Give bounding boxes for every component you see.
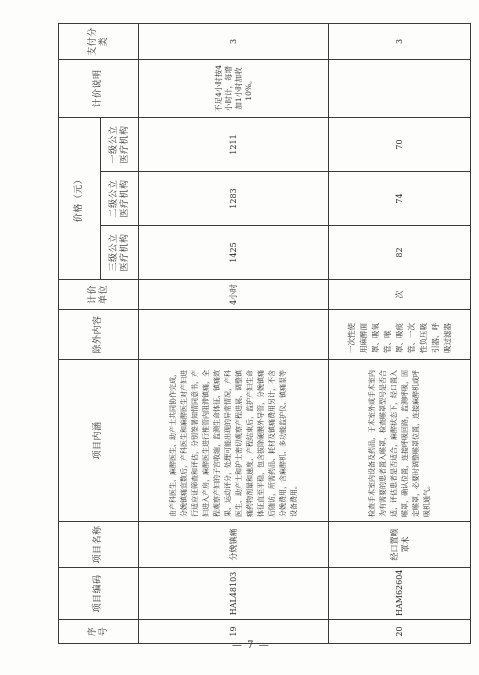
cell-price-tier1: 70 xyxy=(329,118,471,172)
header-price-tier3: 三级公立医疗机构 xyxy=(101,226,139,280)
cell-payment: 3 xyxy=(329,24,471,60)
cell-content: 检查手术室内设备及药品，于术室外或手术室内为有需要的患者置入喉罩，检查喉罩型号是否合适，评估患者是否适合，麻醉状态下，经口置入喉罩，确认位置，连接呼吸回路，监测呼吸，固定喉罩，必要时调整喉罩位置，连接麻醉机或呼吸机通气。 xyxy=(329,360,471,522)
cell-price-tier3: 1425 xyxy=(139,226,329,280)
header-note: 计价说明 xyxy=(59,60,139,118)
header-price-tier1: 一级公立医疗机构 xyxy=(101,118,139,172)
cell-unit: 次 xyxy=(329,280,471,310)
pricing-table xyxy=(58,23,471,644)
header-price-tier2: 二级公立医疗机构 xyxy=(101,172,139,226)
cell-name: 经口置喉罩术 xyxy=(329,522,471,568)
cell-seq: 19 xyxy=(139,620,329,644)
cell-code: HAM62604 xyxy=(329,568,471,620)
header-price-group: 价格（元） xyxy=(59,118,101,280)
header-excluded: 除外内容 xyxy=(59,310,139,360)
cell-name: 分娩镇痛 xyxy=(139,522,329,568)
cell-content: 由产科医生、麻醉医生、助产士共同协作完成，分娩镇痛宜数后，产科医生和麻醉医生对产妇进行适应证筛查和评估，分别签署知情同意书，产妇进入产房，麻醉医生进行椎管内阻滞镇痛，全程观察产妇的子宫收缩，监测生命体征、镇痛效果、运动评分，处理可能出现的异常情况，产科医生、助产士和护士密切观察产程进展、调整镇痛药物剂量和速度，产程结束后，监护产妇生命体征直至平稳，包含拔除硬膜外导管，分娩镇痛后随访，所需药品、耗材及镇痛费用另计，不含分娩费用，含麻醉机、多功能监护仪、镇痛泵等设备费用。 xyxy=(139,360,329,522)
header-payment: 支付分类 xyxy=(59,24,139,60)
cell-code: HAL48103 xyxy=(139,568,329,620)
header-name: 项目名称 xyxy=(59,522,139,568)
cell-price-tier3: 82 xyxy=(329,226,471,280)
cell-note xyxy=(329,60,471,118)
cell-payment: 3 xyxy=(139,24,329,60)
header-code: 项目编码 xyxy=(59,568,139,620)
cell-price-tier2: 74 xyxy=(329,172,471,226)
page-number: — 7 — xyxy=(232,640,270,651)
cell-seq: 20 xyxy=(329,620,471,644)
header-unit: 计价单位 xyxy=(59,280,139,310)
cell-price-tier2: 1283 xyxy=(139,172,329,226)
table-row xyxy=(329,24,471,644)
table-row xyxy=(139,24,329,644)
rotated-table-wrapper xyxy=(58,24,470,644)
cell-note: 不足4小时按4小时计，每增加1小时加收10%。 xyxy=(139,60,329,118)
cell-excluded: 一次性使用麻醉面罩、吸氧管、喉罩、吸痰管、一次性负压吸引器、呼吸过滤器 xyxy=(329,310,471,360)
header-content: 项目内涵 xyxy=(59,360,139,522)
cell-unit: 4小时 xyxy=(139,280,329,310)
cell-price-tier1: 1211 xyxy=(139,118,329,172)
header-seq: 序号 xyxy=(59,620,139,644)
cell-excluded xyxy=(139,310,329,360)
